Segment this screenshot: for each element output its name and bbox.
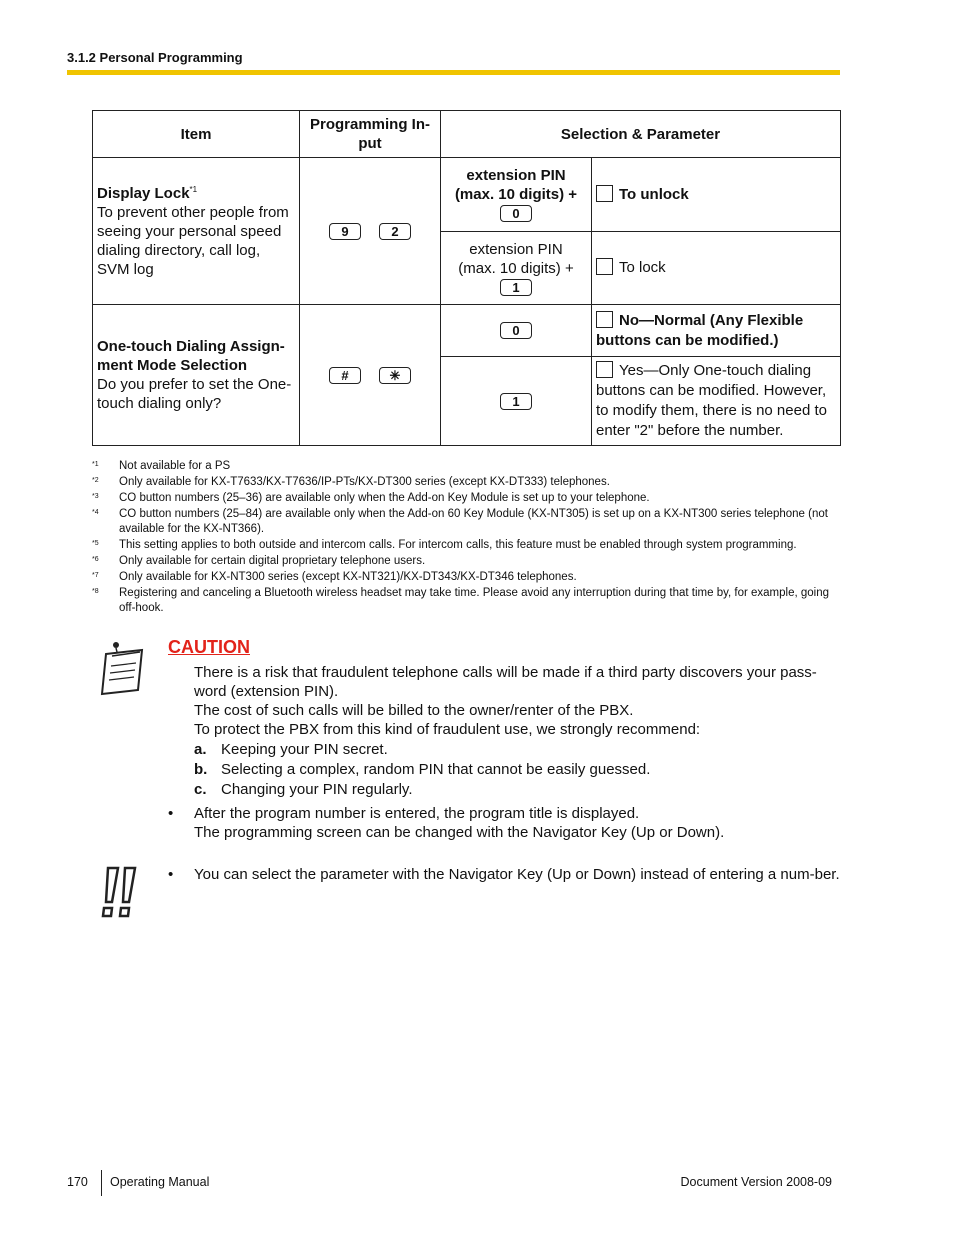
key-1: 1 (500, 393, 532, 410)
footnote: *3 CO button numbers (25–36) are available only when the Add-on Key Module is set up to your telephone. (92, 492, 650, 504)
header-rule (67, 70, 840, 75)
list-item: b. Selecting a complex, random PIN that cannot be easily guessed. (194, 761, 651, 778)
header-item: Item (93, 111, 300, 158)
document-version: Document Version 2008-09 (680, 1175, 832, 1189)
input-only-one-touch (441, 357, 592, 446)
checkbox-icon (596, 185, 613, 202)
programming-table (92, 110, 841, 446)
option-unlock: To unlock (592, 158, 841, 232)
header-input: Programming In- put (300, 111, 441, 158)
footnote: *8 Registering and canceling a Bluetooth wireless headset may take time. Please avoid any interruption during that time by, for example, going off-hook. (92, 587, 829, 614)
list-item: a. Keeping your PIN secret. (194, 741, 388, 758)
caution-paragraph: There is a risk that fraudulent telephone calls will be made if a third party discovers your pass-word (extension PIN). (194, 664, 817, 700)
input-normal (441, 305, 592, 357)
input-lock: extension PIN (max. 10 digits) + 1 (441, 232, 592, 305)
item-description: Do you prefer to set the One-touch dialing only? (97, 376, 292, 412)
key-0: 0 (500, 205, 532, 222)
table-row (93, 158, 841, 232)
manual-title: Operating Manual (110, 1175, 210, 1189)
input-unlock: extension PIN (max. 10 digits) + 0 (441, 158, 592, 232)
key-1: 1 (500, 279, 532, 296)
key-2: 2 (379, 223, 411, 240)
option-normal: No—Normal (Any Flexible buttons can be modified.) (592, 305, 841, 357)
page-number: 170 (67, 1175, 88, 1189)
option-only-one-touch: Yes—Only One-touch dialing buttons can be modified. However, to modify them, there is no need to enter "2" before the number. (592, 357, 841, 446)
footnote: *7 Only available for KX-NT300 series (except KX-NT321)/KX-DT343/KX-DT346 telephones. (92, 571, 577, 583)
list-item: c. Changing your PIN regularly. (194, 781, 413, 798)
footnote: *1 Not available for a PS (92, 460, 231, 472)
table-row (93, 305, 841, 357)
footnote: *2 Only available for KX-T7633/KX-T7636/IP-PTs/KX-DT300 series (except KX-DT333) telephones. (92, 476, 610, 488)
option-lock: To lock (592, 232, 841, 305)
notepad-icon (98, 640, 148, 696)
caution-paragraph: The cost of such calls will be billed to the owner/renter of the PBX. (194, 702, 634, 719)
note-bullet: • After the program number is entered, the program title is displayed. The programming screen can be changed with the Navigator Key (Up or Down). (168, 805, 725, 841)
checkbox-icon (596, 361, 613, 378)
item-title: Display Lock (97, 184, 190, 202)
key-hash: # (329, 367, 361, 384)
footnote: *5 This setting applies to both outside and intercom calls. For intercom calls, this feature must be enabled through system programming. (92, 539, 797, 551)
footnotes (92, 459, 840, 617)
caution-title: CAUTION (168, 637, 250, 657)
program-keys (300, 305, 441, 446)
caution-paragraph: To protect the PBX from this kind of fraudulent use, we strongly recommend: (194, 721, 701, 738)
header-selection: Selection & Parameter (441, 111, 841, 158)
item-display-lock (93, 158, 300, 305)
item-one-touch: One-touch Dialing Assign- ment Mode Selection Do you prefer to set the One-touch dialing only? (93, 305, 300, 446)
item-description: To prevent other people from seeing your personal speed dialing directory, call log, SVM log (97, 203, 289, 278)
key-9: 9 (329, 223, 361, 240)
footnote: *6 Only available for certain digital proprietary telephone users. (92, 555, 426, 567)
caution-body (194, 663, 840, 799)
double-exclamation-icon (100, 864, 140, 920)
table-header-row (93, 111, 841, 158)
checkbox-icon (596, 311, 613, 328)
checkbox-icon (596, 258, 613, 275)
footnote: *4 CO button numbers (25–84) are available only when the Add-on 60 Key Module (KX-NT305) is set up on a KX-NT300 series telephone (not available for the KX-NT366). (92, 508, 828, 535)
key-0: 0 (500, 322, 532, 339)
key-star: ✳ (379, 367, 411, 384)
section-header: 3.1.2 Personal Programming (67, 50, 243, 65)
footnote-ref: *1 (189, 184, 198, 194)
footer-divider (101, 1170, 102, 1196)
program-keys (300, 158, 441, 305)
note-bullet: • You can select the parameter with the Navigator Key (Up or Down) instead of entering a num-ber. (168, 866, 840, 883)
